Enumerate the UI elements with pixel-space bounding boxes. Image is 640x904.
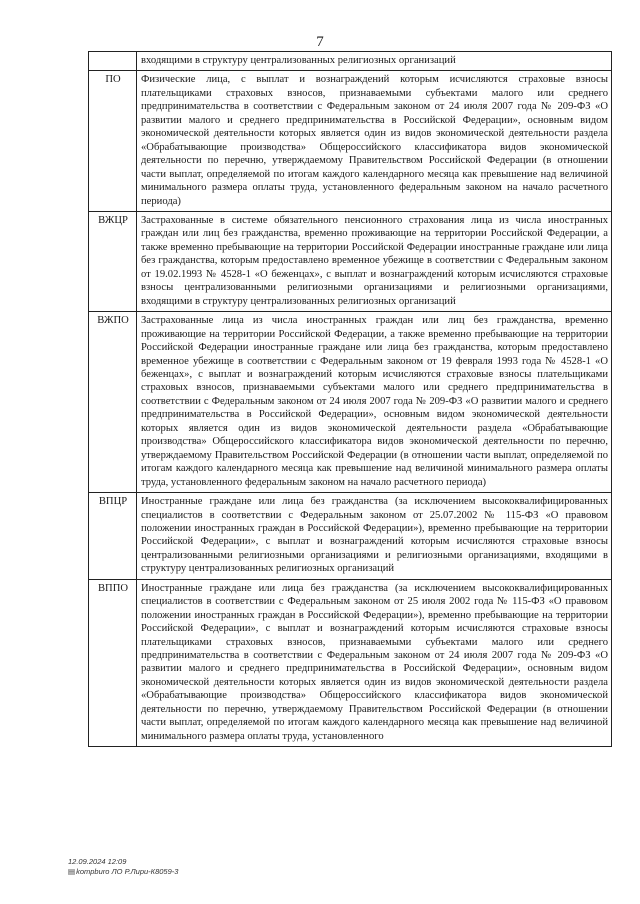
table-row: [89, 71, 612, 212]
row-description: Иностранные граждане или лица без гражданства (за исключением высококвалифицированных специалистов в соответствии с Федеральным законом от 25 июля 2002 года № 115-ФЗ «О правовом положении иностранных граждан в Российской Федерации»), временно пребывающие на территории Российской Федерации», с выплат и вознаграждений которым исчисляются страховые взносы плательщиками страховых взносов, признаваемыми субъектами малого или среднего предпринимательства в соответствии с Федеральным законом от 24 июля 2007 года № 209-ФЗ «О развитии малого и среднего предпринимательства в Российской Федерации», основным видом экономической деятельности которых является один из видов экономической деятельности раздела «Обрабатывающие производства» Общероссийского классификатора видов экономической деятельности по перечню, утверждаемому Правительством Российской Федерации (в отношении части выплат, определяемой по итогам каждого календарного месяца как превышение над величиной минимального размера оплаты труда, установленного: [137, 579, 612, 746]
row-description: Физические лица, с выплат и вознаграждений которым исчисляются страховые взносы плательщиками страховых взносов, признаваемыми субъектами малого или среднего предпринимательства в соответствии с Федеральным законом от 24 июля 2007 года № 209-ФЗ «О развитии малого и среднего предпринимательства в Российской Федерации», основным видом экономической деятельности которых является один из видов экономической деятельности раздела «Обрабатывающие производства» Общероссийского классификатора видов экономической деятельности по перечню, утверждаемому Правительством Российской Федерации (в отношении части выплат, определяемой по итогам каждого календарного месяца как превышение над величиной минимального размера оплаты труда, установленного федеральным законом на начало расчетного периода): [137, 71, 612, 212]
row-description: входящими в структуру централизованных религиозных организаций: [137, 52, 612, 71]
table-row: [89, 211, 612, 311]
row-code: [89, 52, 137, 71]
row-code: ВЖПО: [89, 312, 137, 493]
table-row: [89, 312, 612, 493]
row-description: Застрахованные в системе обязательного пенсионного страхования лица из числа иностранных граждан или лиц без гражданства, временно проживающие на территории Российской Федерации, а также временно пребывающие на территории Российской Федерации иностранные граждане или лица без гражданства, которым предоставлено временное убежище в соответствии с Федеральным законом от 19.02.1993 № 4528-1 «О беженцах», с выплат и вознаграждений которым исчисляются страховые взносы централизованными религиозными организациями и религиозными организациями, входящими в структуру централизованных религиозных организаций: [137, 211, 612, 311]
row-code: ВППО: [89, 579, 137, 746]
row-code: ПО: [89, 71, 137, 212]
row-description: Иностранные граждане или лица без гражданства (за исключением высококвалифицированных специалистов в соответствии с Федеральным законом от 25.07.2002 № 115-ФЗ «О правовом положении иностранных граждан в Российской Федерации»), временно пребывающие на территории Российской Федерации», с выплат и вознаграждений которым исчисляются страховые взносы централизованными религиозными организациями и религиозными организациями, входящими в структуру централизованных религиозных организаций: [137, 493, 612, 580]
table-row: [89, 52, 612, 71]
codes-table: [88, 51, 612, 747]
row-code: ВПЦР: [89, 493, 137, 580]
table-row: [89, 493, 612, 580]
footer-source: kompburo ЛО Р.Лири-К8059-3: [76, 867, 179, 876]
document-icon: ▤: [68, 867, 76, 876]
row-code: ВЖЦР: [89, 211, 137, 311]
footer-date: 12.09.2024 12:09: [68, 857, 127, 866]
page-number: 7: [316, 34, 324, 50]
table-row: [89, 579, 612, 746]
footer-stamp: [68, 857, 178, 877]
row-description: Застрахованные лица из числа иностранных граждан или лиц без гражданства, временно проживающие на территории Российской Федерации, а также временно пребывающие на территории Российской Федерации иностранные граждане или лица без гражданства, которым предоставлено временное убежище в соответствии с Федеральным законом от 19 февраля 1993 года № 4528-1 «О беженцах», с выплат и вознаграждений которым исчисляются страховые взносы плательщиками страховых взносов, признаваемыми субъектами малого или среднего предпринимательства в соответствии с Федеральным законом от 24 июля 2007 года № 209-ФЗ «О развитии малого и среднего предпринимательства в Российской Федерации», основным видом экономической деятельности которых является один из видов экономической деятельности раздела «Обрабатывающие производства» Общероссийского классификатора видов экономической деятельности по перечню, утверждаемому Правительством Российской Федерации (в отношении части выплат, определяемой по итогам каждого календарного месяца как превышение над величиной минимального размера оплаты труда, установленного федеральным законом на начало расчетного периода): [137, 312, 612, 493]
